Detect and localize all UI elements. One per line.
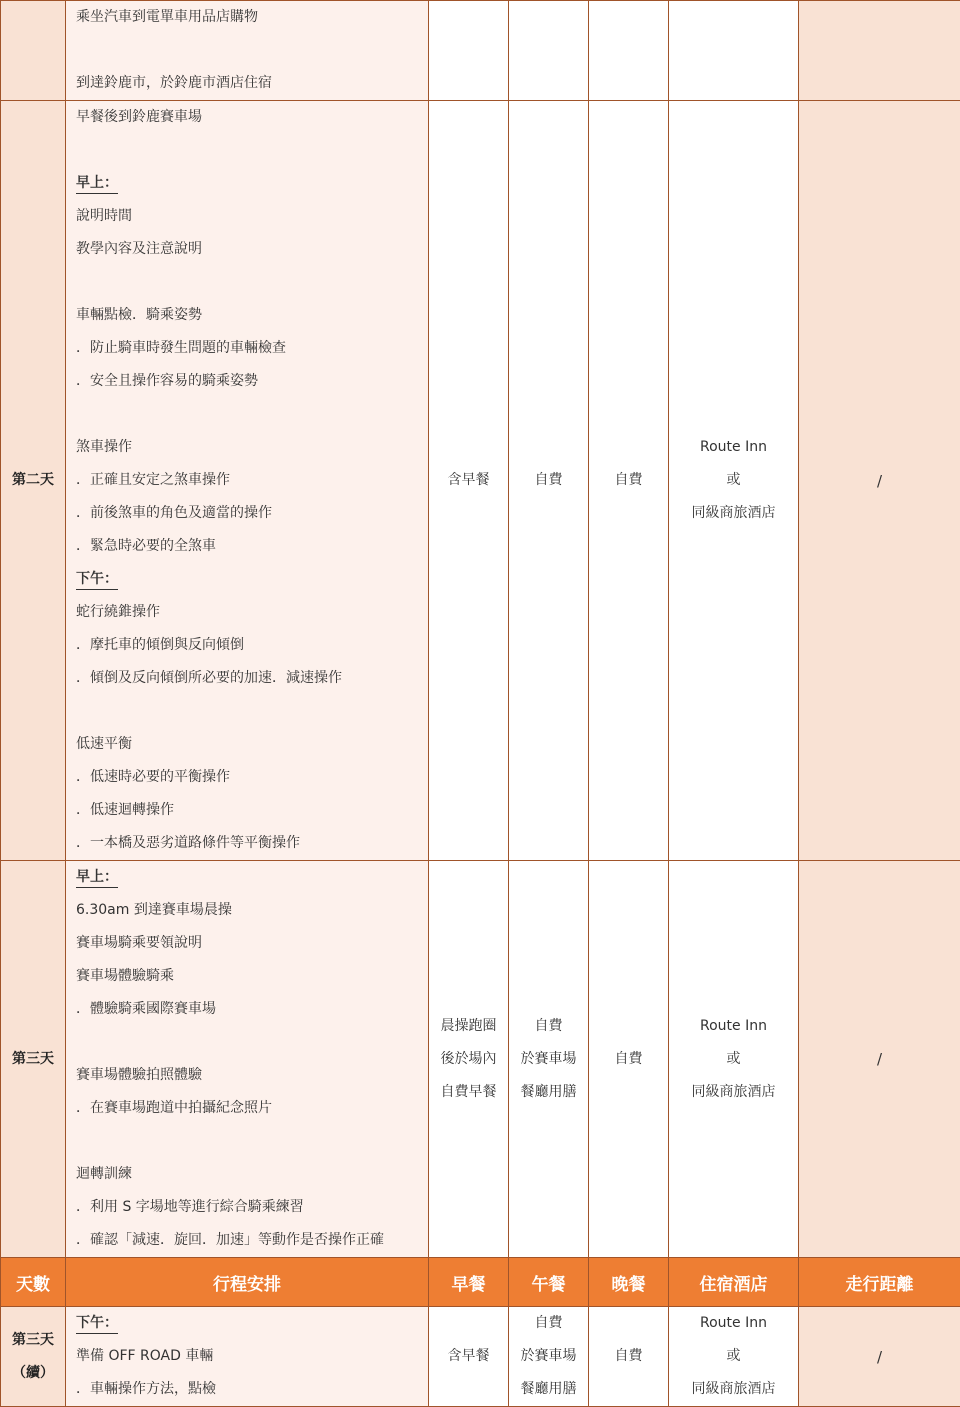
section-heading: 早上： — [66, 861, 428, 894]
itinerary-line — [66, 398, 428, 431]
itinerary-line: 蛇行繞錐操作 — [66, 596, 428, 629]
cell-line: 第三天 — [1, 1324, 65, 1357]
distance-cell: / — [799, 101, 960, 861]
cell-line: Route Inn — [669, 431, 798, 464]
itinerary-line: ．在賽車場跑道中拍攝紀念照片 — [66, 1092, 428, 1125]
itinerary-line: ．傾倒及反向傾倒所必要的加速．減速操作 — [66, 662, 428, 695]
lunch-cell — [509, 1, 589, 101]
plan-cell — [66, 101, 429, 861]
cell-line: 自費早餐 — [429, 1076, 508, 1109]
cell-line: （續） — [1, 1357, 65, 1390]
header-breakfast: 早餐 — [429, 1258, 509, 1307]
cell-line: 含早餐 — [429, 1340, 508, 1373]
day-cell: 第三天 — [1, 861, 66, 1258]
row-day3-cont — [1, 1307, 960, 1407]
lunch-cell — [509, 101, 589, 861]
cell-line: 自費 — [509, 464, 588, 497]
itinerary-line: ．緊急時必要的全煞車 — [66, 530, 428, 563]
itinerary-line: 乘坐汽車到電單車用品店購物 — [66, 1, 428, 34]
itinerary-line: ．一本橋及惡劣道路條件等平衡操作 — [66, 827, 428, 860]
header-hotel: 住宿酒店 — [669, 1258, 799, 1307]
section-heading: 下午： — [66, 1307, 428, 1340]
cell-line: 於賽車場 — [509, 1340, 588, 1373]
itinerary-line — [66, 1026, 428, 1059]
hotel-cell — [669, 1, 799, 101]
itinerary-line — [66, 266, 428, 299]
itinerary-line — [66, 134, 428, 167]
cell-line: 自費 — [509, 1010, 588, 1043]
row-day2 — [1, 101, 960, 861]
cell-line: 含早餐 — [429, 464, 508, 497]
header-day: 天數 — [1, 1258, 66, 1307]
row-day1-tail — [1, 1, 960, 101]
itinerary-line: 到達鈴鹿市，於鈴鹿市酒店住宿 — [66, 67, 428, 100]
cell-line: 自費 — [589, 1043, 668, 1076]
itinerary-line: ．安全且操作容易的騎乘姿勢 — [66, 365, 428, 398]
cell-line: 同級商旅酒店 — [669, 497, 798, 530]
itinerary-line: ．低速時必要的平衡操作 — [66, 761, 428, 794]
cell-line: 晨操跑圈 — [429, 1010, 508, 1043]
cell-line: 同級商旅酒店 — [669, 1373, 798, 1406]
day-cell: 第二天 — [1, 101, 66, 861]
distance-cell: / — [799, 1307, 960, 1407]
row-day3 — [1, 861, 960, 1258]
distance-cell: / — [799, 861, 960, 1258]
itinerary-line: ．車輛操作方法，點檢 — [66, 1373, 428, 1406]
cell-line: Route Inn — [669, 1307, 798, 1340]
cell-line: 於賽車場 — [509, 1043, 588, 1076]
itinerary-line — [66, 1125, 428, 1158]
cell-line: 或 — [669, 464, 798, 497]
itinerary-line: 賽車場體驗騎乘 — [66, 960, 428, 993]
distance-cell — [799, 1, 960, 101]
section-heading: 下午： — [66, 563, 428, 596]
plan-cell — [66, 1307, 429, 1407]
dinner-cell — [589, 1, 669, 101]
cell-line: 後於場內 — [429, 1043, 508, 1076]
cell-line: 同級商旅酒店 — [669, 1076, 798, 1109]
breakfast-cell — [429, 861, 509, 1258]
dinner-cell — [589, 861, 669, 1258]
itinerary-line: ．利用 S 字場地等進行綜合騎乘練習 — [66, 1191, 428, 1224]
header-plan: 行程安排 — [66, 1258, 429, 1307]
cell-line: Route Inn — [669, 1010, 798, 1043]
breakfast-cell — [429, 1307, 509, 1407]
cell-line: 自費 — [589, 1340, 668, 1373]
itinerary-line: 迴轉訓練 — [66, 1158, 428, 1191]
header-row — [1, 1258, 960, 1307]
itinerary-line: 賽車場體驗拍照體驗 — [66, 1059, 428, 1092]
hotel-cell — [669, 101, 799, 861]
hotel-cell — [669, 861, 799, 1258]
header-dinner: 晚餐 — [589, 1258, 669, 1307]
cell-line: 或 — [669, 1043, 798, 1076]
breakfast-cell — [429, 1, 509, 101]
cell-line: 自費 — [589, 464, 668, 497]
day-cell — [1, 1307, 66, 1407]
cell-line: 自費 — [509, 1307, 588, 1340]
itinerary-line: ．正確且安定之煞車操作 — [66, 464, 428, 497]
lunch-cell — [509, 861, 589, 1258]
plan-cell — [66, 1, 429, 101]
itinerary-line: 教學內容及注意說明 — [66, 233, 428, 266]
header-lunch: 午餐 — [509, 1258, 589, 1307]
dinner-cell — [589, 101, 669, 861]
cell-line: 餐廳用膳 — [509, 1373, 588, 1406]
itinerary-line: 準備 OFF ROAD 車輛 — [66, 1340, 428, 1373]
itinerary-line: 6.30am 到達賽車場晨操 — [66, 894, 428, 927]
plan-cell — [66, 861, 429, 1258]
itinerary-line: 車輛點檢．騎乘姿勢 — [66, 299, 428, 332]
itinerary-line: 低速平衡 — [66, 728, 428, 761]
hotel-cell — [669, 1307, 799, 1407]
itinerary-line: 煞車操作 — [66, 431, 428, 464]
lunch-cell — [509, 1307, 589, 1407]
header-distance: 走行距離 — [799, 1258, 960, 1307]
cell-line: 或 — [669, 1340, 798, 1373]
itinerary-line: ．確認「減速．旋回．加速」等動作是否操作正確 — [66, 1224, 428, 1257]
itinerary-line: ．前後煞車的角色及適當的操作 — [66, 497, 428, 530]
itinerary-line: ．體驗騎乘國際賽車場 — [66, 993, 428, 1026]
dinner-cell — [589, 1307, 669, 1407]
itinerary-line: 早餐後到鈴鹿賽車場 — [66, 101, 428, 134]
itinerary-line: 說明時間 — [66, 200, 428, 233]
day-cell — [1, 1, 66, 101]
itinerary-line — [66, 695, 428, 728]
itinerary-line: ．摩托車的傾倒與反向傾倒 — [66, 629, 428, 662]
itinerary-line: ．防止騎車時發生問題的車輛檢查 — [66, 332, 428, 365]
cell-line: 餐廳用膳 — [509, 1076, 588, 1109]
itinerary-line — [66, 34, 428, 67]
breakfast-cell — [429, 101, 509, 861]
section-heading: 早上： — [66, 167, 428, 200]
itinerary-line: 賽車場騎乘要領說明 — [66, 927, 428, 960]
itinerary-line: ．低速迴轉操作 — [66, 794, 428, 827]
